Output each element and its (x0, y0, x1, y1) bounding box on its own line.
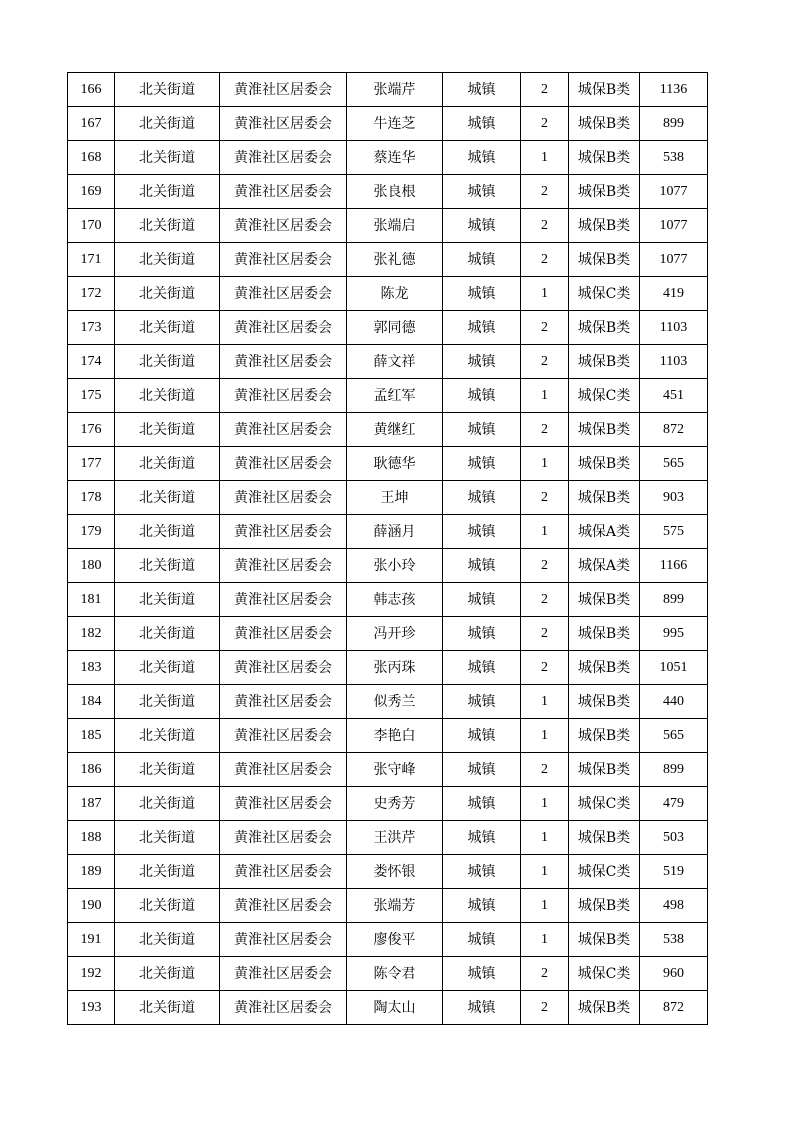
street-cell: 北关街道 (115, 311, 220, 345)
row-number-cell: 184 (68, 685, 115, 719)
community-cell: 黄淮社区居委会 (220, 991, 347, 1025)
area-type-cell: 城镇 (443, 175, 521, 209)
benefit-category-cell: 城保C类 (569, 957, 640, 991)
community-cell: 黄淮社区居委会 (220, 243, 347, 277)
street-cell: 北关街道 (115, 583, 220, 617)
person-name-cell: 耿德华 (347, 447, 443, 481)
row-number-cell: 172 (68, 277, 115, 311)
benefit-category-cell: 城保B类 (569, 311, 640, 345)
table-row (68, 821, 708, 855)
community-cell: 黄淮社区居委会 (220, 855, 347, 889)
table-row (68, 719, 708, 753)
community-cell: 黄淮社区居委会 (220, 141, 347, 175)
community-cell: 黄淮社区居委会 (220, 413, 347, 447)
community-cell: 黄淮社区居委会 (220, 209, 347, 243)
person-name-cell: 张丙珠 (347, 651, 443, 685)
person-name-cell: 陈龙 (347, 277, 443, 311)
area-type-cell: 城镇 (443, 583, 521, 617)
table-row (68, 787, 708, 821)
street-cell: 北关街道 (115, 685, 220, 719)
benefit-category-cell: 城保B类 (569, 447, 640, 481)
benefit-category-cell: 城保C类 (569, 855, 640, 889)
person-name-cell: 娄怀银 (347, 855, 443, 889)
amount-cell: 899 (640, 753, 708, 787)
amount-cell: 899 (640, 107, 708, 141)
table-row (68, 991, 708, 1025)
person-name-cell: 史秀芳 (347, 787, 443, 821)
benefit-category-cell: 城保B类 (569, 617, 640, 651)
amount-cell: 899 (640, 583, 708, 617)
person-name-cell: 陈令君 (347, 957, 443, 991)
street-cell: 北关街道 (115, 821, 220, 855)
area-type-cell: 城镇 (443, 107, 521, 141)
person-name-cell: 冯开珍 (347, 617, 443, 651)
person-name-cell: 王坤 (347, 481, 443, 515)
records-table (67, 72, 708, 1025)
amount-cell: 1136 (640, 73, 708, 107)
household-count-cell: 2 (521, 175, 569, 209)
household-count-cell: 2 (521, 957, 569, 991)
street-cell: 北关街道 (115, 549, 220, 583)
records-table-body (68, 73, 708, 1025)
row-number-cell: 193 (68, 991, 115, 1025)
benefit-category-cell: 城保B类 (569, 73, 640, 107)
table-row (68, 447, 708, 481)
amount-cell: 903 (640, 481, 708, 515)
amount-cell: 538 (640, 923, 708, 957)
row-number-cell: 186 (68, 753, 115, 787)
benefit-category-cell: 城保B类 (569, 107, 640, 141)
table-row (68, 345, 708, 379)
amount-cell: 451 (640, 379, 708, 413)
area-type-cell: 城镇 (443, 141, 521, 175)
benefit-category-cell: 城保C类 (569, 277, 640, 311)
area-type-cell: 城镇 (443, 753, 521, 787)
table-row (68, 617, 708, 651)
person-name-cell: 郭同德 (347, 311, 443, 345)
area-type-cell: 城镇 (443, 447, 521, 481)
area-type-cell: 城镇 (443, 549, 521, 583)
street-cell: 北关街道 (115, 243, 220, 277)
row-number-cell: 174 (68, 345, 115, 379)
household-count-cell: 1 (521, 889, 569, 923)
community-cell: 黄淮社区居委会 (220, 311, 347, 345)
area-type-cell: 城镇 (443, 73, 521, 107)
benefit-category-cell: 城保B类 (569, 175, 640, 209)
community-cell: 黄淮社区居委会 (220, 481, 347, 515)
row-number-cell: 192 (68, 957, 115, 991)
person-name-cell: 王洪芹 (347, 821, 443, 855)
row-number-cell: 182 (68, 617, 115, 651)
household-count-cell: 1 (521, 923, 569, 957)
row-number-cell: 178 (68, 481, 115, 515)
table-row (68, 277, 708, 311)
benefit-category-cell: 城保B类 (569, 923, 640, 957)
household-count-cell: 2 (521, 209, 569, 243)
street-cell: 北关街道 (115, 345, 220, 379)
area-type-cell: 城镇 (443, 277, 521, 311)
community-cell: 黄淮社区居委会 (220, 73, 347, 107)
household-count-cell: 1 (521, 855, 569, 889)
person-name-cell: 陶太山 (347, 991, 443, 1025)
household-count-cell: 1 (521, 787, 569, 821)
row-number-cell: 191 (68, 923, 115, 957)
household-count-cell: 2 (521, 617, 569, 651)
benefit-category-cell: 城保B类 (569, 685, 640, 719)
community-cell: 黄淮社区居委会 (220, 379, 347, 413)
community-cell: 黄淮社区居委会 (220, 957, 347, 991)
amount-cell: 872 (640, 413, 708, 447)
table-row (68, 481, 708, 515)
benefit-category-cell: 城保B类 (569, 243, 640, 277)
amount-cell: 872 (640, 991, 708, 1025)
table-row (68, 243, 708, 277)
amount-cell: 479 (640, 787, 708, 821)
table-row (68, 549, 708, 583)
area-type-cell: 城镇 (443, 991, 521, 1025)
household-count-cell: 2 (521, 107, 569, 141)
table-row (68, 957, 708, 991)
amount-cell: 1166 (640, 549, 708, 583)
person-name-cell: 张端芹 (347, 73, 443, 107)
area-type-cell: 城镇 (443, 889, 521, 923)
amount-cell: 1077 (640, 209, 708, 243)
table-row (68, 209, 708, 243)
table-row (68, 923, 708, 957)
area-type-cell: 城镇 (443, 243, 521, 277)
table-row (68, 651, 708, 685)
street-cell: 北关街道 (115, 719, 220, 753)
amount-cell: 519 (640, 855, 708, 889)
household-count-cell: 1 (521, 719, 569, 753)
amount-cell: 1051 (640, 651, 708, 685)
person-name-cell: 张礼德 (347, 243, 443, 277)
community-cell: 黄淮社区居委会 (220, 719, 347, 753)
area-type-cell: 城镇 (443, 855, 521, 889)
area-type-cell: 城镇 (443, 311, 521, 345)
benefit-category-cell: 城保B类 (569, 583, 640, 617)
table-row (68, 175, 708, 209)
row-number-cell: 190 (68, 889, 115, 923)
person-name-cell: 韩志孩 (347, 583, 443, 617)
street-cell: 北关街道 (115, 957, 220, 991)
benefit-category-cell: 城保B类 (569, 821, 640, 855)
household-count-cell: 2 (521, 753, 569, 787)
table-row (68, 141, 708, 175)
amount-cell: 538 (640, 141, 708, 175)
household-count-cell: 1 (521, 141, 569, 175)
row-number-cell: 169 (68, 175, 115, 209)
area-type-cell: 城镇 (443, 957, 521, 991)
row-number-cell: 189 (68, 855, 115, 889)
benefit-category-cell: 城保B类 (569, 345, 640, 379)
area-type-cell: 城镇 (443, 821, 521, 855)
row-number-cell: 188 (68, 821, 115, 855)
household-count-cell: 1 (521, 379, 569, 413)
records-sheet (67, 72, 707, 1025)
table-row (68, 889, 708, 923)
household-count-cell: 2 (521, 583, 569, 617)
area-type-cell: 城镇 (443, 617, 521, 651)
row-number-cell: 171 (68, 243, 115, 277)
household-count-cell: 2 (521, 243, 569, 277)
street-cell: 北关街道 (115, 991, 220, 1025)
area-type-cell: 城镇 (443, 413, 521, 447)
benefit-category-cell: 城保B类 (569, 753, 640, 787)
benefit-category-cell: 城保B类 (569, 481, 640, 515)
community-cell: 黄淮社区居委会 (220, 345, 347, 379)
benefit-category-cell: 城保B类 (569, 209, 640, 243)
community-cell: 黄淮社区居委会 (220, 107, 347, 141)
row-number-cell: 166 (68, 73, 115, 107)
street-cell: 北关街道 (115, 209, 220, 243)
benefit-category-cell: 城保C类 (569, 787, 640, 821)
person-name-cell: 薛文祥 (347, 345, 443, 379)
person-name-cell: 张端启 (347, 209, 443, 243)
street-cell: 北关街道 (115, 753, 220, 787)
household-count-cell: 2 (521, 413, 569, 447)
community-cell: 黄淮社区居委会 (220, 447, 347, 481)
amount-cell: 498 (640, 889, 708, 923)
street-cell: 北关街道 (115, 141, 220, 175)
row-number-cell: 173 (68, 311, 115, 345)
household-count-cell: 2 (521, 651, 569, 685)
community-cell: 黄淮社区居委会 (220, 617, 347, 651)
street-cell: 北关街道 (115, 923, 220, 957)
amount-cell: 995 (640, 617, 708, 651)
street-cell: 北关街道 (115, 447, 220, 481)
household-count-cell: 1 (521, 515, 569, 549)
street-cell: 北关街道 (115, 481, 220, 515)
street-cell: 北关街道 (115, 515, 220, 549)
amount-cell: 565 (640, 719, 708, 753)
row-number-cell: 181 (68, 583, 115, 617)
person-name-cell: 薛涵月 (347, 515, 443, 549)
household-count-cell: 1 (521, 821, 569, 855)
benefit-category-cell: 城保B类 (569, 719, 640, 753)
community-cell: 黄淮社区居委会 (220, 787, 347, 821)
street-cell: 北关街道 (115, 855, 220, 889)
community-cell: 黄淮社区居委会 (220, 889, 347, 923)
area-type-cell: 城镇 (443, 481, 521, 515)
street-cell: 北关街道 (115, 277, 220, 311)
row-number-cell: 187 (68, 787, 115, 821)
benefit-category-cell: 城保B类 (569, 889, 640, 923)
community-cell: 黄淮社区居委会 (220, 549, 347, 583)
benefit-category-cell: 城保C类 (569, 379, 640, 413)
community-cell: 黄淮社区居委会 (220, 821, 347, 855)
street-cell: 北关街道 (115, 107, 220, 141)
street-cell: 北关街道 (115, 787, 220, 821)
area-type-cell: 城镇 (443, 685, 521, 719)
community-cell: 黄淮社区居委会 (220, 583, 347, 617)
table-row (68, 413, 708, 447)
household-count-cell: 2 (521, 481, 569, 515)
benefit-category-cell: 城保A类 (569, 549, 640, 583)
row-number-cell: 170 (68, 209, 115, 243)
row-number-cell: 177 (68, 447, 115, 481)
person-name-cell: 廖俊平 (347, 923, 443, 957)
area-type-cell: 城镇 (443, 379, 521, 413)
household-count-cell: 2 (521, 73, 569, 107)
table-row (68, 379, 708, 413)
amount-cell: 1077 (640, 243, 708, 277)
table-row (68, 107, 708, 141)
community-cell: 黄淮社区居委会 (220, 685, 347, 719)
amount-cell: 960 (640, 957, 708, 991)
table-row (68, 855, 708, 889)
benefit-category-cell: 城保B类 (569, 413, 640, 447)
household-count-cell: 1 (521, 447, 569, 481)
row-number-cell: 180 (68, 549, 115, 583)
community-cell: 黄淮社区居委会 (220, 515, 347, 549)
household-count-cell: 2 (521, 311, 569, 345)
person-name-cell: 李艳白 (347, 719, 443, 753)
household-count-cell: 1 (521, 685, 569, 719)
amount-cell: 565 (640, 447, 708, 481)
area-type-cell: 城镇 (443, 719, 521, 753)
community-cell: 黄淮社区居委会 (220, 753, 347, 787)
row-number-cell: 176 (68, 413, 115, 447)
community-cell: 黄淮社区居委会 (220, 175, 347, 209)
area-type-cell: 城镇 (443, 209, 521, 243)
street-cell: 北关街道 (115, 651, 220, 685)
row-number-cell: 185 (68, 719, 115, 753)
table-row (68, 515, 708, 549)
community-cell: 黄淮社区居委会 (220, 651, 347, 685)
person-name-cell: 似秀兰 (347, 685, 443, 719)
table-row (68, 685, 708, 719)
household-count-cell: 2 (521, 345, 569, 379)
amount-cell: 419 (640, 277, 708, 311)
street-cell: 北关街道 (115, 413, 220, 447)
benefit-category-cell: 城保A类 (569, 515, 640, 549)
person-name-cell: 蔡连华 (347, 141, 443, 175)
table-row (68, 73, 708, 107)
area-type-cell: 城镇 (443, 515, 521, 549)
amount-cell: 1077 (640, 175, 708, 209)
table-row (68, 753, 708, 787)
person-name-cell: 牛连芝 (347, 107, 443, 141)
area-type-cell: 城镇 (443, 651, 521, 685)
person-name-cell: 张小玲 (347, 549, 443, 583)
street-cell: 北关街道 (115, 379, 220, 413)
amount-cell: 1103 (640, 345, 708, 379)
street-cell: 北关街道 (115, 175, 220, 209)
row-number-cell: 179 (68, 515, 115, 549)
table-row (68, 583, 708, 617)
person-name-cell: 张守峰 (347, 753, 443, 787)
community-cell: 黄淮社区居委会 (220, 923, 347, 957)
person-name-cell: 孟红军 (347, 379, 443, 413)
row-number-cell: 167 (68, 107, 115, 141)
household-count-cell: 2 (521, 549, 569, 583)
benefit-category-cell: 城保B类 (569, 141, 640, 175)
household-count-cell: 1 (521, 277, 569, 311)
row-number-cell: 168 (68, 141, 115, 175)
amount-cell: 503 (640, 821, 708, 855)
street-cell: 北关街道 (115, 617, 220, 651)
table-row (68, 311, 708, 345)
person-name-cell: 张端芳 (347, 889, 443, 923)
row-number-cell: 183 (68, 651, 115, 685)
row-number-cell: 175 (68, 379, 115, 413)
amount-cell: 575 (640, 515, 708, 549)
person-name-cell: 黄继红 (347, 413, 443, 447)
benefit-category-cell: 城保B类 (569, 651, 640, 685)
community-cell: 黄淮社区居委会 (220, 277, 347, 311)
area-type-cell: 城镇 (443, 345, 521, 379)
area-type-cell: 城镇 (443, 923, 521, 957)
street-cell: 北关街道 (115, 889, 220, 923)
amount-cell: 1103 (640, 311, 708, 345)
benefit-category-cell: 城保B类 (569, 991, 640, 1025)
household-count-cell: 2 (521, 991, 569, 1025)
street-cell: 北关街道 (115, 73, 220, 107)
person-name-cell: 张良根 (347, 175, 443, 209)
area-type-cell: 城镇 (443, 787, 521, 821)
amount-cell: 440 (640, 685, 708, 719)
